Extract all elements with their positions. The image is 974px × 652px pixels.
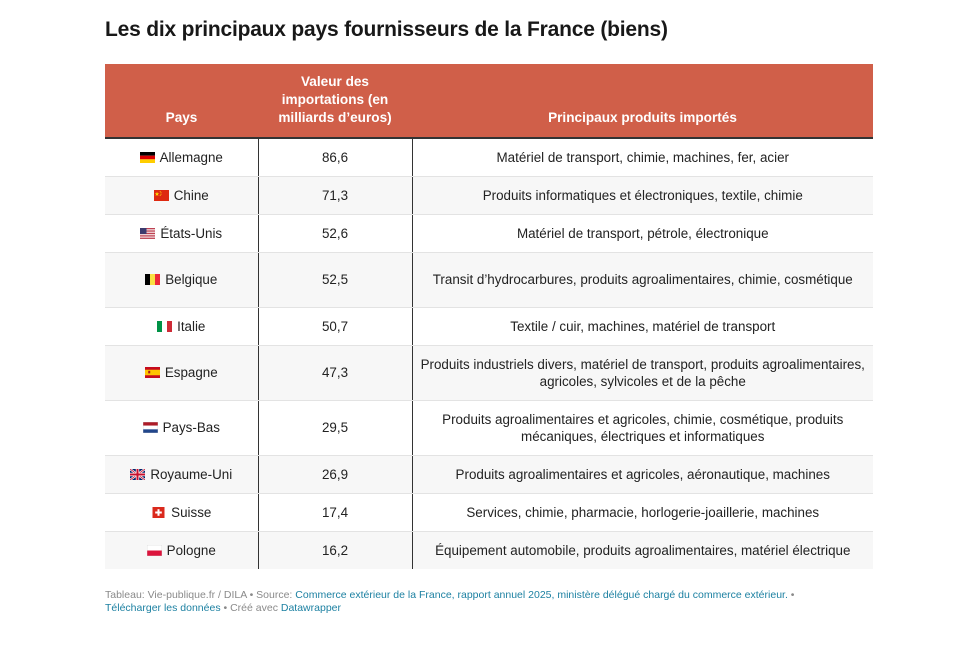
- value-cell: 17,4: [258, 493, 412, 531]
- country-cell: [105, 400, 258, 455]
- products-cell: Matériel de transport, chimie, machines, fer, acier: [412, 138, 873, 176]
- country-name: Belgique: [165, 272, 218, 287]
- table-row: [105, 531, 873, 569]
- table-row: [105, 455, 873, 493]
- table-row: [105, 176, 873, 214]
- table-row: [105, 214, 873, 252]
- country-cell: [105, 493, 258, 531]
- flag-spain-icon: [145, 367, 160, 378]
- value-cell: 52,5: [258, 252, 412, 307]
- country-name: Italie: [177, 318, 206, 334]
- flag-poland-icon: [147, 545, 162, 556]
- footer-separator: •: [787, 589, 795, 601]
- products-cell: Produits agroalimentaires et agricoles, aéronautique, machines: [412, 455, 873, 493]
- country-name: Suisse: [171, 504, 212, 520]
- table-header-row: [105, 64, 873, 138]
- table-row: [105, 138, 873, 176]
- value-cell: 29,5: [258, 400, 412, 455]
- country-cell: [105, 176, 258, 214]
- products-cell: Transit d’hydrocarbures, produits agroalimentaires, chimie, cosmétique: [412, 252, 873, 307]
- data-table: [105, 64, 873, 569]
- products-cell: Produits industriels divers, matériel de transport, produits agroalimentaires, agricoles, sylvicoles et de la pêche: [412, 345, 873, 400]
- value-cell: 26,9: [258, 455, 412, 493]
- column-header-valeur[interactable]: Valeur des importations (en milliards d’euros): [258, 64, 412, 138]
- country-cell: [105, 138, 258, 176]
- products-cell: Produits agroalimentaires et agricoles, chimie, cosmétique, produits mécaniques, électriques et informatiques: [412, 400, 873, 455]
- value-cell: 52,6: [258, 214, 412, 252]
- column-header-pays[interactable]: Pays: [105, 64, 258, 138]
- chart-title: Les dix principaux pays fournisseurs de la France (biens): [105, 18, 668, 41]
- flag-germany-icon: [140, 152, 155, 163]
- country-cell: [105, 345, 258, 400]
- country-cell: [105, 214, 258, 252]
- footer-notes: [105, 589, 865, 615]
- country-cell: [105, 531, 258, 569]
- footer-credit: Tableau: Vie-publique.fr / DILA: [105, 589, 247, 601]
- value-cell: 50,7: [258, 307, 412, 345]
- country-cell: [105, 307, 258, 345]
- value-cell: 86,6: [258, 138, 412, 176]
- country-cell: [105, 252, 258, 307]
- flag-belgium-icon: [145, 274, 160, 285]
- download-data-link[interactable]: Télécharger les données: [105, 602, 221, 614]
- table-row: [105, 493, 873, 531]
- flag-italy-icon: [157, 321, 172, 332]
- source-link[interactable]: Commerce extérieur de la France, rapport annuel 2025, ministère délégué chargé du commerce extérieur.: [295, 589, 788, 601]
- flag-netherlands-icon: [143, 422, 158, 433]
- table-row: [105, 400, 873, 455]
- country-name: Royaume-Uni: [150, 466, 233, 482]
- country-name: Allemagne: [159, 149, 223, 165]
- value-cell: 47,3: [258, 345, 412, 400]
- country-name: Espagne: [164, 365, 218, 380]
- datawrapper-link[interactable]: Datawrapper: [280, 602, 341, 614]
- table-row: [105, 307, 873, 345]
- flag-usa-icon: [140, 228, 155, 239]
- flag-uk-icon: [130, 469, 145, 480]
- country-name: États-Unis: [160, 225, 223, 241]
- products-cell: Équipement automobile, produits agroalimentaires, matériel électrique: [412, 531, 873, 569]
- products-cell: Services, chimie, pharmacie, horlogerie-joaillerie, machines: [412, 493, 873, 531]
- table-row: [105, 252, 873, 307]
- country-cell: [105, 455, 258, 493]
- footer-separator: • Créé avec: [220, 602, 281, 614]
- column-header-produits[interactable]: Principaux produits importés: [412, 64, 873, 138]
- value-cell: 16,2: [258, 531, 412, 569]
- products-cell: Matériel de transport, pétrole, électronique: [412, 214, 873, 252]
- products-cell: Produits informatiques et électroniques, textile, chimie: [412, 176, 873, 214]
- table-row: [105, 345, 873, 400]
- country-name: Pays-Bas: [162, 420, 220, 435]
- value-cell: 71,3: [258, 176, 412, 214]
- flag-china-icon: [154, 190, 169, 201]
- country-name: Chine: [173, 187, 209, 203]
- products-cell: Textile / cuir, machines, matériel de transport: [412, 307, 873, 345]
- flag-switzerland-icon: [151, 507, 166, 518]
- country-name: Pologne: [166, 542, 216, 558]
- footer-separator: • Source:: [246, 589, 296, 601]
